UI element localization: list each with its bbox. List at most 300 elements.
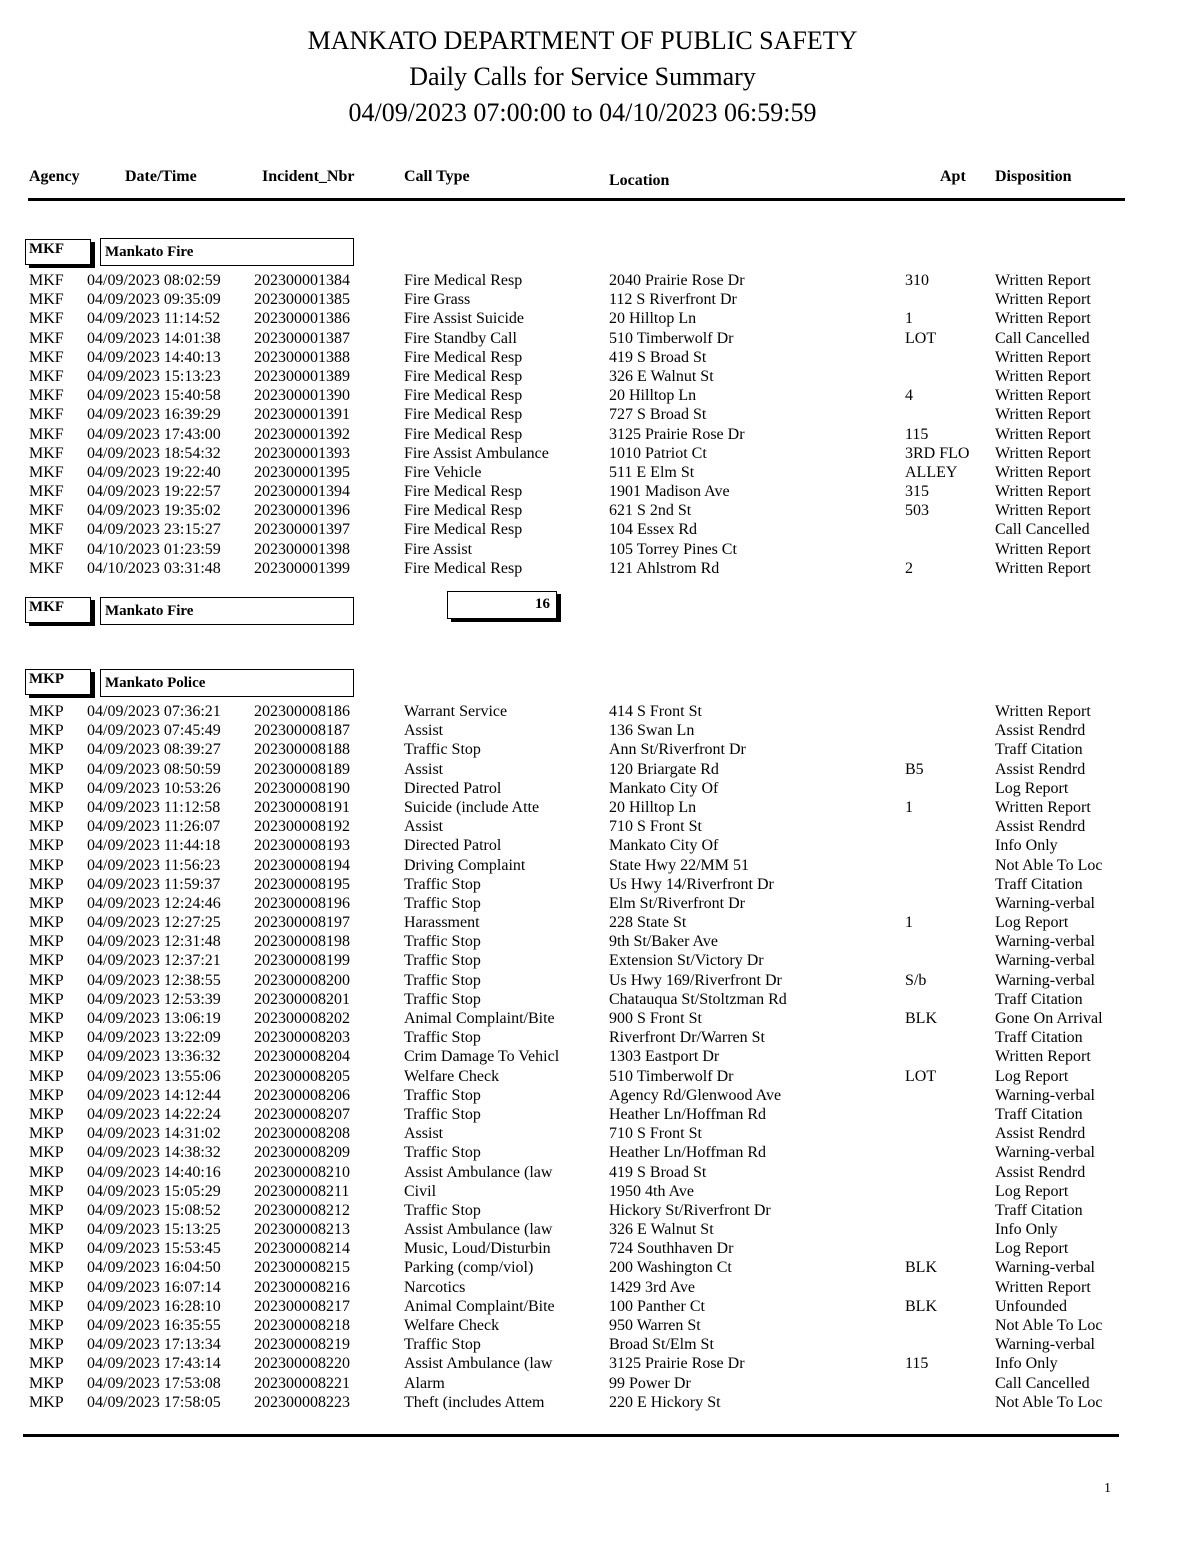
incident-cell: 202300008189 [254,760,350,778]
table-row [0,1220,1200,1239]
location-cell: 1429 3rd Ave [609,1278,695,1296]
incident-cell: 202300001391 [254,406,350,424]
location-cell: 950 Warren St [609,1317,701,1334]
agency-cell: MKF [29,521,64,539]
table-row [0,836,1200,855]
table-row [0,271,1200,290]
incident-cell: 202300008190 [254,779,350,797]
table-row [0,1143,1200,1162]
incident-cell: 202300008223 [254,1393,350,1411]
apt-cell: 310 [905,272,929,289]
calltype-cell: Assist Ambulance (law [404,1355,553,1373]
disposition-cell: Written Report [995,310,1091,328]
calltype-cell: Fire Medical Resp [404,348,523,366]
agency-cell: MKP [29,894,64,912]
location-cell: Us Hwy 14/Riverfront Dr [609,875,774,893]
header-rule [28,198,1125,201]
table-row [0,856,1200,875]
calltype-cell: Alarm [404,1374,445,1392]
disposition-cell: Warning-verbal [995,1086,1095,1104]
col-header-apt: Apt [940,168,966,185]
disposition-cell: Traff Citation [995,990,1083,1008]
calltype-cell: Traffic Stop [404,741,481,759]
fire-section-name: Mankato Fire [100,238,354,266]
agency-cell: MKP [29,1048,64,1066]
agency-cell: MKP [29,856,64,874]
incident-cell: 202300008219 [254,1336,350,1354]
calltype-cell: Fire Assist [404,540,473,558]
calltype-cell: Fire Medical Resp [404,559,523,577]
datetime-cell: 04/09/2023 11:56:23 [87,856,221,874]
datetime-cell: 04/09/2023 14:31:02 [87,1125,221,1143]
location-cell: 105 Torrey Pines Ct [609,540,737,558]
col-header-disposition: Disposition [995,168,1072,185]
incident-cell: 202300001384 [254,272,350,289]
agency-cell: MKF [29,425,64,443]
location-cell: Extension St/Victory Dr [609,952,764,970]
location-cell: 121 Ahlstrom Rd [609,559,720,577]
table-row [0,875,1200,894]
calltype-cell: Civil [404,1182,437,1200]
incident-cell: 202300001394 [254,483,350,501]
incident-cell: 202300008212 [254,1201,350,1219]
location-cell: Heather Ln/Hoffman Rd [609,1105,766,1123]
calltype-cell: Fire Medical Resp [404,425,523,443]
calltype-cell: Traffic Stop [404,1029,481,1047]
location-cell: 20 Hilltop Ln [609,310,697,328]
location-cell: 1303 Eastport Dr [609,1048,720,1066]
incident-cell: 202300008196 [254,894,350,912]
location-cell: 510 Timberwolf Dr [609,329,734,347]
location-cell: 511 E Elm St [609,463,695,481]
agency-cell: MKP [29,990,64,1008]
datetime-cell: 04/09/2023 16:28:10 [87,1297,221,1315]
calltype-cell: Assist [404,722,444,740]
table-row [0,740,1200,759]
table-row [0,760,1200,779]
table-row [0,309,1200,328]
agency-cell: MKP [29,1105,64,1123]
datetime-cell: 04/09/2023 08:02:59 [87,272,221,289]
incident-cell: 202300001397 [254,521,350,539]
agency-cell: MKF [29,348,64,366]
datetime-cell: 04/09/2023 15:53:45 [87,1240,221,1258]
location-cell: 710 S Front St [609,1125,702,1143]
disposition-cell: Written Report [995,425,1091,443]
incident-cell: 202300008211 [254,1182,350,1200]
location-cell: Chatauqua St/Stoltzman Rd [609,990,787,1008]
calltype-cell: Traffic Stop [404,1201,481,1219]
incident-cell: 202300001398 [254,540,350,558]
calltype-cell: Assist Ambulance (law [404,1163,553,1181]
disposition-cell: Gone On Arrival [995,1010,1103,1027]
agency-cell: MKF [29,444,64,462]
datetime-cell: 04/09/2023 12:38:55 [87,971,221,989]
location-cell: 99 Power Dr [609,1374,691,1392]
location-cell: 1950 4th Ave [609,1182,695,1200]
datetime-cell: 04/09/2023 12:31:48 [87,933,221,951]
location-cell: 9th St/Baker Ave [609,933,719,951]
calltype-cell: Directed Patrol [404,837,502,855]
apt-cell: 1 [905,798,913,816]
table-row [0,520,1200,539]
agency-cell: MKP [29,741,64,759]
table-row [0,817,1200,836]
agency-cell: MKP [29,779,64,797]
disposition-cell: Written Report [995,1048,1091,1066]
disposition-cell: Log Report [995,779,1069,797]
disposition-cell: Written Report [995,540,1091,558]
calltype-cell: Fire Medical Resp [404,406,523,424]
table-row [0,721,1200,740]
location-cell: 104 Essex Rd [609,521,697,539]
police-rows [0,702,1200,1412]
datetime-cell: 04/09/2023 14:12:44 [87,1086,221,1104]
location-cell: 419 S Broad St [609,1163,707,1181]
incident-cell: 202300008201 [254,990,350,1008]
datetime-cell: 04/09/2023 16:39:29 [87,406,221,424]
agency-cell: MKP [29,703,64,720]
calltype-cell: Music, Loud/Disturbin [404,1240,551,1258]
incident-cell: 202300001392 [254,425,350,443]
datetime-cell: 04/09/2023 19:22:40 [87,463,221,481]
datetime-cell: 04/09/2023 11:12:58 [87,798,221,816]
agency-cell: MKP [29,1201,64,1219]
agency-cell: MKP [29,1125,64,1143]
agency-cell: MKP [29,798,64,816]
agency-cell: MKP [29,1144,64,1162]
agency-cell: MKP [29,837,64,855]
agency-cell: MKF [29,272,64,289]
incident-cell: 202300001396 [254,502,350,520]
incident-cell: 202300001389 [254,367,350,385]
fire-rows [0,271,1200,578]
table-row [0,1182,1200,1201]
disposition-cell: Assist Rendrd [995,760,1086,778]
calltype-cell: Traffic Stop [404,1086,481,1104]
datetime-cell: 04/09/2023 23:15:27 [87,521,221,539]
location-cell: 326 E Walnut St [609,367,714,385]
datetime-cell: 04/09/2023 17:13:34 [87,1336,221,1354]
incident-cell: 202300008220 [254,1355,350,1373]
table-row [0,1047,1200,1066]
incident-cell: 202300001386 [254,310,350,328]
datetime-cell: 04/09/2023 08:50:59 [87,760,221,778]
table-row [0,1105,1200,1124]
incident-cell: 202300008214 [254,1240,350,1258]
incident-cell: 202300008203 [254,1029,350,1047]
agency-cell: MKP [29,1297,64,1315]
datetime-cell: 04/09/2023 11:26:07 [87,818,221,836]
disposition-cell: Written Report [995,348,1091,366]
disposition-cell: Info Only [995,1221,1058,1239]
agency-cell: MKF [29,367,64,385]
disposition-cell: Warning-verbal [995,1259,1095,1277]
disposition-cell: Written Report [995,406,1091,424]
col-header-incident: Incident_Nbr [262,168,355,185]
incident-cell: 202300001385 [254,291,350,309]
datetime-cell: 04/09/2023 10:53:26 [87,779,221,797]
calltype-cell: Assist [404,818,444,836]
table-row [0,1028,1200,1047]
location-cell: Hickory St/Riverfront Dr [609,1201,771,1219]
disposition-cell: Traff Citation [995,875,1083,893]
disposition-cell: Log Report [995,1240,1069,1258]
fire-summary-name: Mankato Fire [100,597,354,625]
table-row [0,932,1200,951]
apt-cell: 503 [905,502,929,520]
incident-cell: 202300008200 [254,971,350,989]
agency-cell: MKF [29,502,64,520]
datetime-cell: 04/09/2023 14:40:13 [87,348,221,366]
disposition-cell: Traff Citation [995,1105,1083,1123]
calltype-cell: Fire Assist Ambulance [404,444,549,462]
agency-cell: MKF [29,310,64,328]
disposition-cell: Warning-verbal [995,1336,1095,1354]
location-cell: 724 Southhaven Dr [609,1240,734,1258]
incident-cell: 202300008192 [254,818,350,836]
disposition-cell: Warning-verbal [995,933,1095,951]
calltype-cell: Fire Medical Resp [404,502,523,520]
incident-cell: 202300008207 [254,1105,350,1123]
disposition-cell: Warning-verbal [995,1144,1095,1162]
table-row [0,951,1200,970]
disposition-cell: Info Only [995,1355,1058,1373]
location-cell: 100 Panther Ct [609,1297,705,1315]
location-cell: Broad St/Elm St [609,1336,714,1354]
calltype-cell: Narcotics [404,1278,466,1296]
calltype-cell: Traffic Stop [404,952,481,970]
disposition-cell: Assist Rendrd [995,722,1086,740]
apt-cell: 1 [905,310,913,328]
calltype-cell: Fire Medical Resp [404,367,523,385]
agency-cell: MKP [29,875,64,893]
location-cell: Us Hwy 169/Riverfront Dr [609,971,782,989]
calltype-cell: Animal Complaint/Bite [404,1297,555,1315]
table-row [0,348,1200,367]
apt-cell: BLK [905,1010,937,1027]
disposition-cell: Written Report [995,502,1091,520]
disposition-cell: Written Report [995,559,1091,577]
datetime-cell: 04/09/2023 14:40:16 [87,1163,221,1181]
incident-cell: 202300008195 [254,875,350,893]
datetime-cell: 04/09/2023 17:43:00 [87,425,221,443]
calltype-cell: Assist [404,1125,444,1143]
calltype-cell: Fire Medical Resp [404,387,523,405]
disposition-cell: Written Report [995,463,1091,481]
location-cell: Mankato City Of [609,837,719,855]
incident-cell: 202300008206 [254,1086,350,1104]
agency-cell: MKP [29,1163,64,1181]
location-cell: 510 Timberwolf Dr [609,1067,734,1085]
location-cell: 1901 Madison Ave [609,483,730,501]
calltype-cell: Traffic Stop [404,971,481,989]
location-cell: 1010 Patriot Ct [609,444,707,462]
calltype-cell: Traffic Stop [404,1336,481,1354]
fire-count-box: 16 [447,591,557,619]
incident-cell: 202300008194 [254,856,350,874]
disposition-cell: Warning-verbal [995,952,1095,970]
datetime-cell: 04/09/2023 11:14:52 [87,310,221,328]
datetime-cell: 04/09/2023 19:22:57 [87,483,221,501]
table-row [0,1201,1200,1220]
table-row [0,1258,1200,1277]
table-row [0,405,1200,424]
calltype-cell: Fire Medical Resp [404,272,523,289]
agency-cell: MKP [29,1317,64,1334]
col-header-calltype: Call Type [404,168,470,185]
datetime-cell: 04/09/2023 13:55:06 [87,1067,221,1085]
agency-cell: MKF [29,483,64,501]
agency-cell: MKF [29,291,64,309]
apt-cell: BLK [905,1259,937,1277]
location-cell: 3125 Prairie Rose Dr [609,425,745,443]
agency-cell: MKP [29,1278,64,1296]
table-row [0,702,1200,721]
table-row [0,540,1200,559]
incident-cell: 202300008218 [254,1317,350,1334]
agency-cell: MKF [29,540,64,558]
incident-cell: 202300008205 [254,1067,350,1085]
incident-cell: 202300008217 [254,1297,350,1315]
police-section-code: MKP [25,669,91,695]
datetime-cell: 04/09/2023 14:22:24 [87,1105,221,1123]
table-row [0,1297,1200,1316]
incident-cell: 202300008204 [254,1048,350,1066]
calltype-cell: Directed Patrol [404,779,502,797]
agency-cell: MKP [29,914,64,932]
disposition-cell: Call Cancelled [995,329,1090,347]
datetime-cell: 04/09/2023 13:36:32 [87,1048,221,1066]
datetime-cell: 04/09/2023 17:58:05 [87,1393,221,1411]
incident-cell: 202300008188 [254,741,350,759]
calltype-cell: Traffic Stop [404,894,481,912]
table-row [0,798,1200,817]
table-row [0,990,1200,1009]
table-row [0,1316,1200,1335]
location-cell: Heather Ln/Hoffman Rd [609,1144,766,1162]
table-row [0,1239,1200,1258]
datetime-cell: 04/09/2023 16:04:50 [87,1259,221,1277]
incident-cell: 202300008199 [254,952,350,970]
disposition-cell: Written Report [995,387,1091,405]
incident-cell: 202300001395 [254,463,350,481]
apt-cell: 3RD FLO [905,444,970,462]
location-cell: 136 Swan Ln [609,722,695,740]
agency-cell: MKP [29,1221,64,1239]
location-cell: 20 Hilltop Ln [609,798,697,816]
calltype-cell: Assist [404,760,444,778]
disposition-cell: Written Report [995,1278,1091,1296]
police-section-name: Mankato Police [100,669,354,697]
location-cell: 200 Washington Ct [609,1259,732,1277]
apt-cell: 2 [905,559,913,577]
agency-cell: MKP [29,952,64,970]
calltype-cell: Traffic Stop [404,933,481,951]
report-org-title: MANKATO DEPARTMENT OF PUBLIC SAFETY [307,26,858,55]
disposition-cell: Log Report [995,1182,1069,1200]
agency-cell: MKF [29,559,64,577]
calltype-cell: Welfare Check [404,1317,500,1334]
agency-cell: MKP [29,933,64,951]
location-cell: 112 S Riverfront Dr [609,291,737,309]
table-row [0,779,1200,798]
datetime-cell: 04/09/2023 15:08:52 [87,1201,221,1219]
table-row [0,1163,1200,1182]
location-cell: Agency Rd/Glenwood Ave [609,1086,782,1104]
datetime-cell: 04/09/2023 17:53:08 [87,1374,221,1392]
table-row [0,1335,1200,1354]
disposition-cell: Written Report [995,367,1091,385]
agency-cell: MKP [29,1067,64,1085]
apt-cell: BLK [905,1297,937,1315]
col-header-location: Location [609,172,670,189]
disposition-cell: Not Able To Loc [995,1317,1103,1334]
agency-cell: MKF [29,329,64,347]
agency-cell: MKP [29,722,64,740]
agency-cell: MKP [29,1336,64,1354]
disposition-cell: Not Able To Loc [995,1393,1103,1411]
table-row [0,913,1200,932]
disposition-cell: Traff Citation [995,741,1083,759]
disposition-cell: Written Report [995,444,1091,462]
table-row [0,971,1200,990]
table-row [0,1278,1200,1297]
datetime-cell: 04/09/2023 08:39:27 [87,741,221,759]
disposition-cell: Assist Rendrd [995,1163,1086,1181]
datetime-cell: 04/09/2023 15:05:29 [87,1182,221,1200]
table-row [0,1124,1200,1143]
datetime-cell: 04/09/2023 07:36:21 [87,703,221,720]
incident-cell: 202300001388 [254,348,350,366]
calltype-cell: Harassment [404,914,480,932]
datetime-cell: 04/09/2023 12:53:39 [87,990,221,1008]
disposition-cell: Info Only [995,837,1058,855]
disposition-cell: Call Cancelled [995,1374,1090,1392]
disposition-cell: Written Report [995,272,1091,289]
agency-cell: MKF [29,463,64,481]
disposition-cell: Assist Rendrd [995,1125,1086,1143]
location-cell: 621 S 2nd St [609,502,692,520]
table-row [0,290,1200,309]
disposition-cell: Written Report [995,291,1091,309]
datetime-cell: 04/09/2023 11:59:37 [87,875,221,893]
incident-cell: 202300008216 [254,1278,350,1296]
datetime-cell: 04/09/2023 13:22:09 [87,1029,221,1047]
agency-cell: MKP [29,1010,64,1027]
datetime-cell: 04/09/2023 16:07:14 [87,1278,221,1296]
datetime-cell: 04/09/2023 19:35:02 [87,502,221,520]
table-row [0,367,1200,386]
datetime-cell: 04/09/2023 14:38:32 [87,1144,221,1162]
incident-cell: 202300008208 [254,1125,350,1143]
table-row [0,1393,1200,1412]
incident-cell: 202300001393 [254,444,350,462]
agency-cell: MKP [29,1393,64,1411]
location-cell: 414 S Front St [609,703,702,720]
table-row [0,559,1200,578]
footer-rule [23,1434,1119,1437]
agency-cell: MKP [29,1374,64,1392]
calltype-cell: Theft (includes Attem [404,1393,545,1411]
agency-cell: MKP [29,1029,64,1047]
agency-cell: MKF [29,387,64,405]
calltype-cell: Suicide (include Atte [404,798,540,816]
agency-cell: MKP [29,1182,64,1200]
apt-cell: ALLEY [905,463,958,481]
disposition-cell: Assist Rendrd [995,818,1086,836]
location-cell: Riverfront Dr/Warren St [609,1029,765,1047]
